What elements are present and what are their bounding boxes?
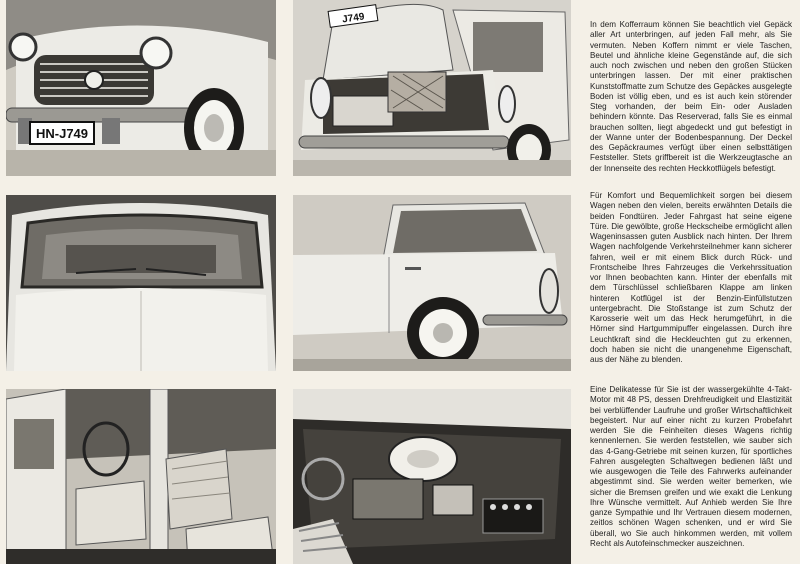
license-plate-trunk: J749 (341, 11, 366, 26)
text-engine-description (590, 385, 792, 549)
text-trunk-description (590, 20, 792, 174)
photo-car-front (6, 0, 276, 176)
engine-bay-photo (293, 389, 571, 564)
rear-window-photo (6, 195, 276, 371)
paragraph-comfort: Für Komfort und Bequemlichkeit sorgen bei diesem Wagen neben den vielen, bereits erwähnten Details die beiden Fondtüren. Jeder Fahrgast hat seine eigene Türe. Die gewölbte, große Heckscheibe ermöglicht allen Wageninsassen guten Ausblick nach hinten. Der Ihrem Wagen nachfolgende Verkehrsteilnehmer kann sicherer fahren, weil er mit einem Blick durch Rück- und Frontscheibe Ihres Fahrzeuges die Verkehrssituation vor Ihnen beobachten kann. Hinter der ebenfalls mit dem Türschlüssel schließbaren Klappe am linken hinteren Kotflügel ist der Benzin-Einfüllstutzen untergebracht. Die Stoßstange ist zum Schutz der Karosserie weit um das Heck herumgeführt, in die Hörner sind Hartgummipuffer eingelassen. Durch ihre Leuchtkraft sind die Heckleuchten gut zu erkennen, doch haben sie nicht die unangenehme Eigenschaft, aus der Nähe zu blenden. (590, 191, 792, 364)
photo-interior (6, 389, 276, 564)
text-comfort-description (590, 191, 792, 365)
photo-engine-bay (293, 389, 571, 564)
license-plate-front: HN-J749 (35, 126, 89, 141)
photo-rear-side (293, 195, 571, 371)
paragraph-engine: Eine Delikatesse für Sie ist der wassergekühlte 4-Takt-Motor mit 48 PS, dessen Drehfreudigkeit und Elastizität bei verblüffender Laufruhe und großer Wirtschaftlichkeit begeistert. Nur auf einer nicht zu kurzen Probefahrt werden Sie die Feinheiten dieses Wagens richtig kennenlernen. Sie werden feststellen, wie sauber sich das 4-Gang-Getriebe mit seinen kurzen, für sportliches Fahren ausgelegten Schaltwegen bedienen läßt und wie ausgewogen die Teile des Fahrwerks aufeinander abgestimmt sind. Sie werden weiter bemerken, wie sicher die Bremsen greifen und wie exakt die Lenkung Ihre Wünsche vermittelt. Auf Anhieb werden Sie Ihre ganze Sympathie und Ihr Vertrauen diesem modernen, zeitlos schönen Wagen schenken, und er wird Sie überall, wo Sie auch hinkommen werden, mit vollem Recht als Autofeinschmecker auszeichnen. (590, 385, 792, 548)
interior-seats-photo (6, 389, 276, 564)
car-front-photo (6, 0, 276, 176)
open-trunk-photo (293, 0, 571, 176)
paragraph-trunk: In dem Kofferraum können Sie beachtlich viel Gepäck aller Art unterbringen, auf jeden Fall mehr, als Sie vermuten. Neben Koffern nimmt er viele Taschen, Beutel und ähnliche kleine Gegenstände auf, die sich auch noch zwischen und neben den großen Stücken unterbringen lassen. Der mit einer praktischen Kunststoffmatte zum Schutze des Gepäckes ausgelegte Boden ist völlig eben, und es ist auch kein störender Steg vorhanden, der beim Ein- oder Ausladen behindern könnte. Das Reserverad, falls Sie es einmal brauchen sollten, liegt abgedeckt und gut befestigt in der Wanne unter der Bodenbespannung. Der Deckel des Gepäckraumes verfügt über einen selbsttätigen Feststeller. Stets griffbereit ist die Werkzeugtasche an der Innenseite des rechten Heckkotflügels befestigt. (590, 20, 792, 173)
photo-open-trunk (293, 0, 571, 176)
rear-side-photo (293, 195, 571, 371)
photo-rear-window (6, 195, 276, 371)
